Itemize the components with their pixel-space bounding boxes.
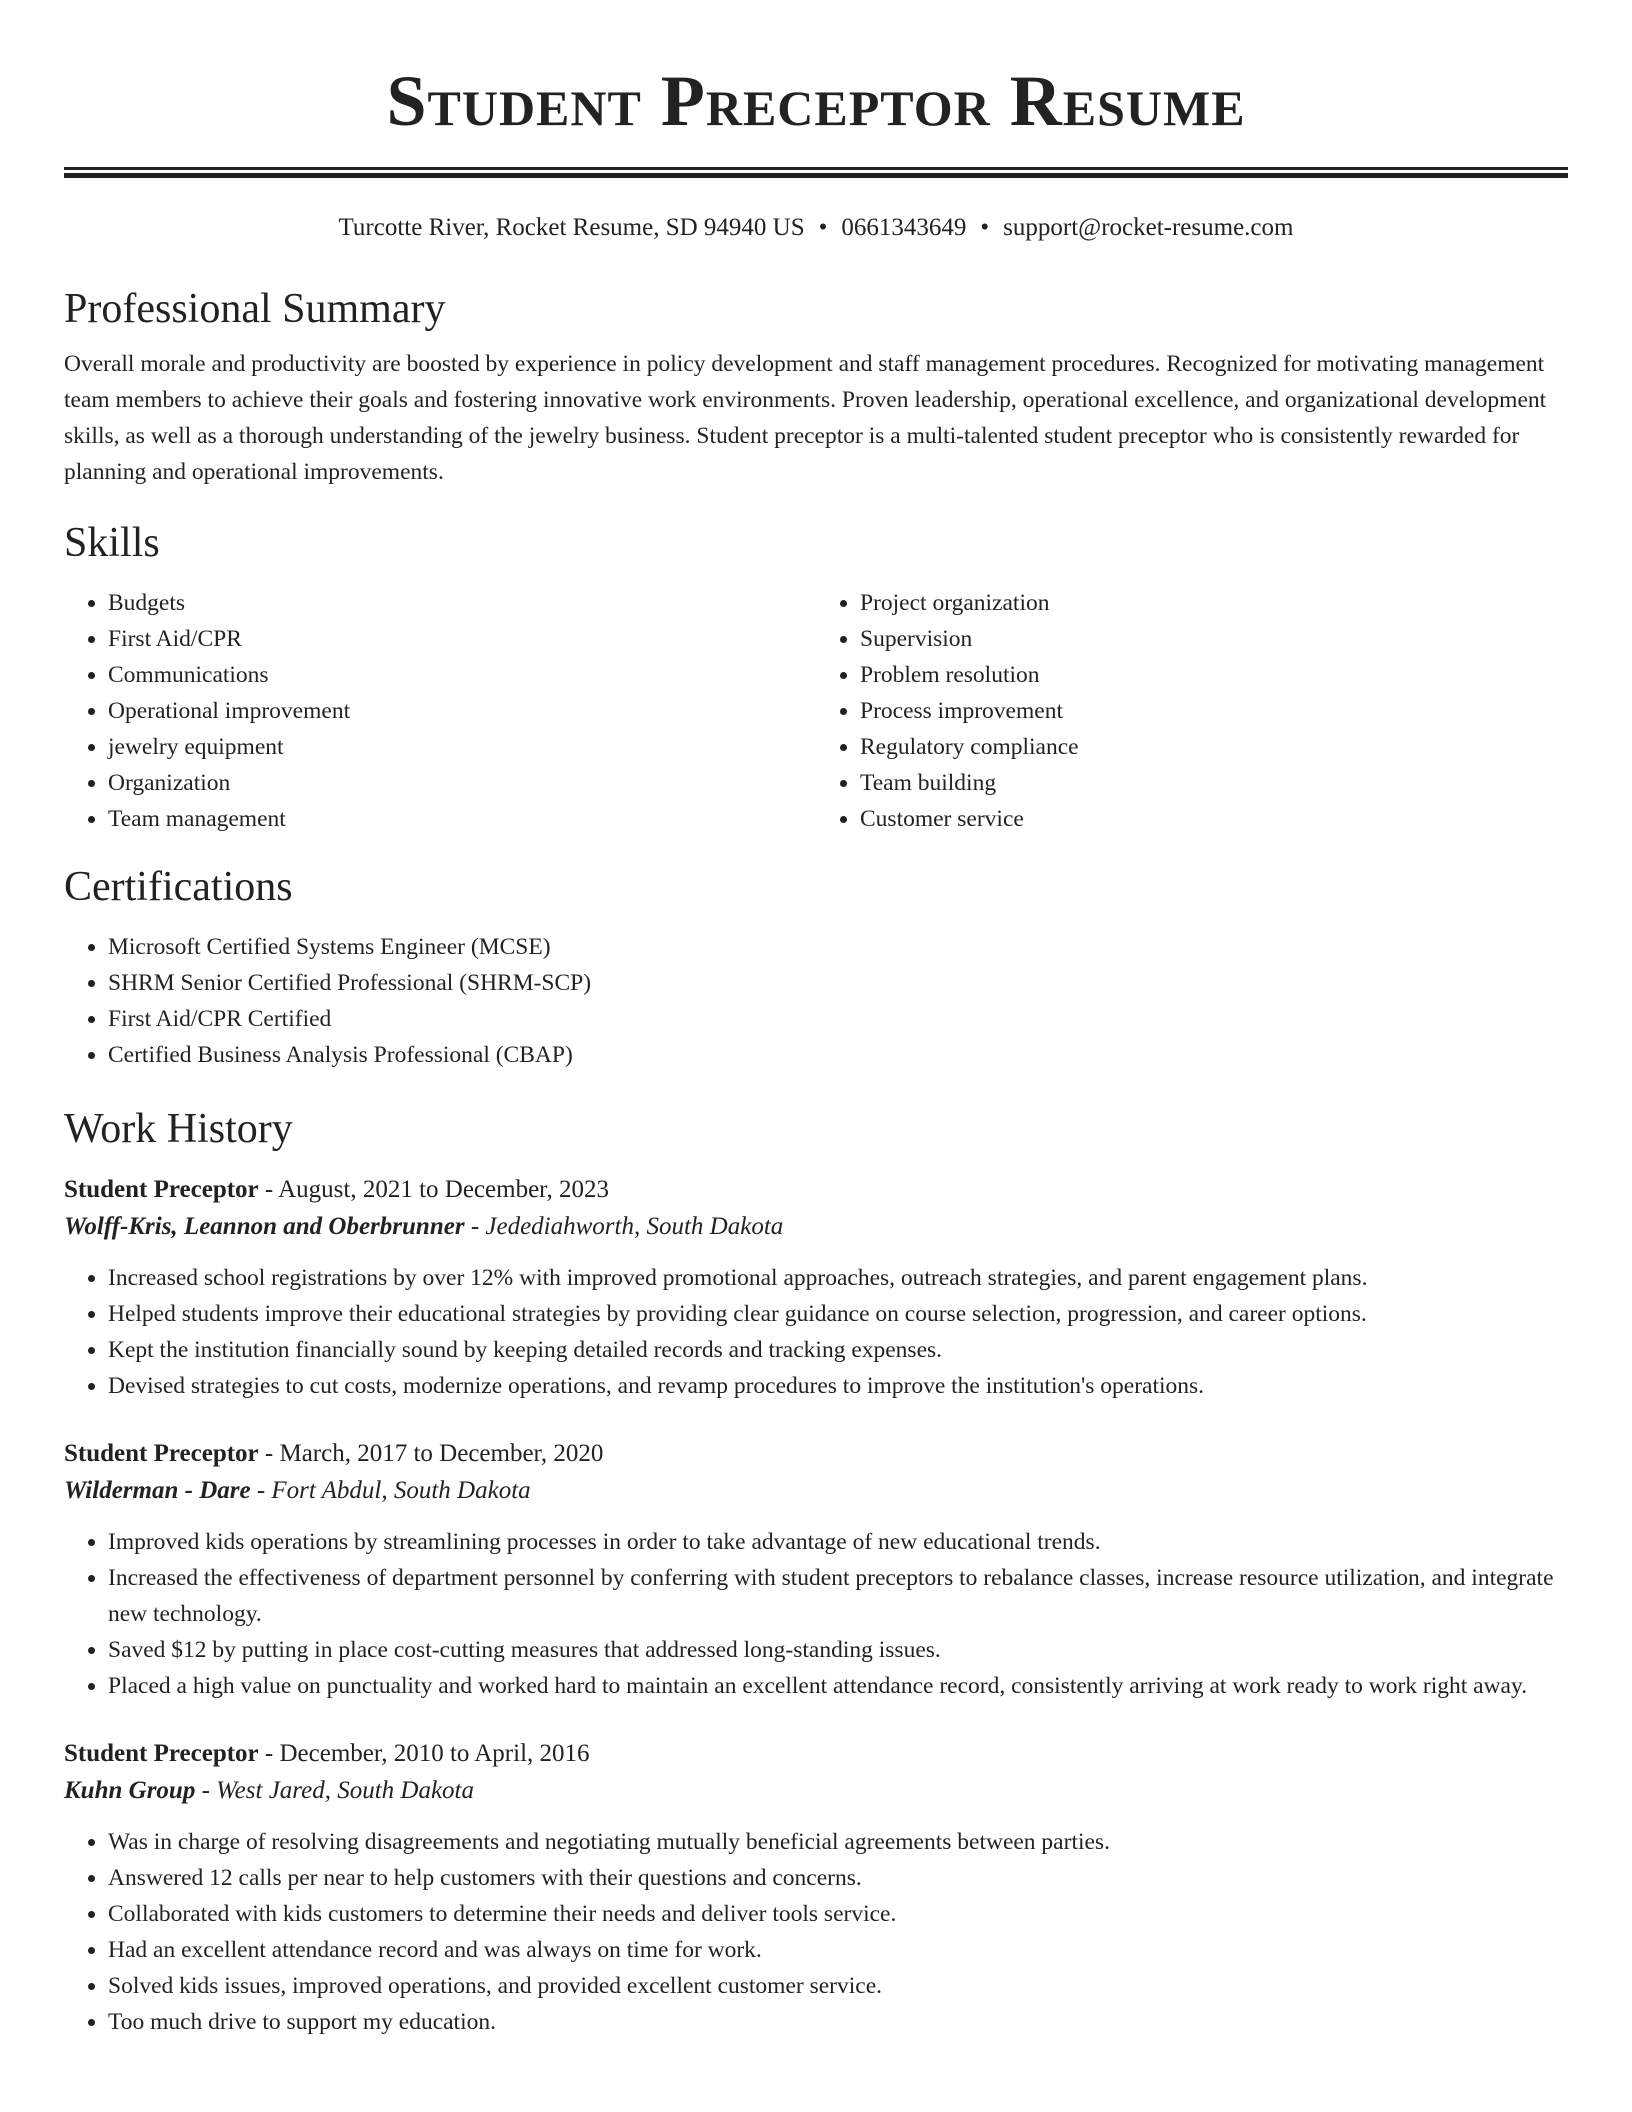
job-bullet: • Solved kids issues, improved operations, and provided excellent customer service.: [108, 1968, 1568, 2004]
contact-separator: •: [818, 214, 828, 241]
job-title-line: [64, 1736, 1568, 1772]
skill-item: • Operational improvement: [108, 693, 816, 729]
skill-item: • jewelry equipment: [108, 729, 816, 765]
job-bullet: • Devised strategies to cut costs, modernize operations, and revamp procedures to improve the institution's operations.: [108, 1368, 1568, 1404]
job-bullet: • Kept the institution financially sound by keeping detailed records and tracking expenses.: [108, 1332, 1568, 1368]
job-title-line: [64, 1172, 1568, 1208]
job-dates: - March, 2017 to December, 2020: [258, 1440, 604, 1467]
job-company-line: [64, 1772, 1568, 1810]
resume-title: Student Preceptor Resume: [386, 61, 1246, 141]
job-bullet: • Increased school registrations by over 12% with improved promotional approaches, outreach strategies, and parent engagement plans.: [108, 1260, 1568, 1296]
job-dates: - August, 2021 to December, 2023: [258, 1176, 609, 1203]
skill-item: • First Aid/CPR: [108, 621, 816, 657]
job-bullet: • Had an excellent attendance record and was always on time for work.: [108, 1932, 1568, 1968]
summary-heading: Professional Summary: [64, 286, 446, 332]
skill-item: • Budgets: [108, 585, 816, 621]
contact-email: support@rocket-resume.com: [1003, 214, 1294, 241]
resume-page: [64, 0, 1568, 2040]
certifications-list: [64, 929, 1568, 1073]
certification-item: • SHRM Senior Certified Professional (SHRM-SCP): [108, 965, 1568, 1001]
contact-phone: 0661343649: [841, 214, 967, 241]
job-bullets: [64, 1824, 1568, 2040]
job-title-line: [64, 1436, 1568, 1472]
contact-line: [64, 212, 1568, 244]
job-bullets: [64, 1260, 1568, 1404]
skills-list-left: [64, 585, 816, 837]
certifications-heading: Certifications: [64, 864, 293, 910]
job-title: Student Preceptor: [64, 1176, 259, 1203]
contact-separator: •: [980, 214, 990, 241]
skills-columns: [64, 585, 1568, 837]
summary-text: Overall morale and productivity are boosted by experience in policy development and staff management procedures. Recognized for motivating management team members to achieve their goals and fostering innovative work environments. Proven leadership, operational excellence, and organizational development skills, as well as a thorough understanding of the jewelry business. Student preceptor is a multi-talented student preceptor who is consistently rewarded for planning and operational improvements.: [64, 351, 1547, 485]
job-bullet: • Improved kids operations by streamlining processes in order to take advantage of new educational trends.: [108, 1524, 1568, 1560]
job-company-line: [64, 1472, 1568, 1510]
job-bullets: [64, 1524, 1568, 1704]
job-company: Kuhn Group: [64, 1777, 196, 1804]
job-location: - Fort Abdul, South Dakota: [250, 1477, 531, 1504]
job-bullet: • Helped students improve their educational strategies by providing clear guidance on course selection, progression, and career options.: [108, 1296, 1568, 1332]
job-location: - West Jared, South Dakota: [195, 1777, 474, 1804]
certification-item: • First Aid/CPR Certified: [108, 1001, 1568, 1037]
skill-item: • Process improvement: [860, 693, 1568, 729]
job-entry: [64, 1172, 1568, 1404]
skill-item: • Regulatory compliance: [860, 729, 1568, 765]
job-bullet: • Answered 12 calls per near to help customers with their questions and concerns.: [108, 1860, 1568, 1896]
skill-item: • Customer service: [860, 801, 1568, 837]
job-company-line: [64, 1208, 1568, 1246]
skill-item: • Team management: [108, 801, 816, 837]
job-entry: [64, 1436, 1568, 1704]
certification-item: • Microsoft Certified Systems Engineer (MCSE): [108, 929, 1568, 965]
contact-address: Turcotte River, Rocket Resume, SD 94940 US: [338, 214, 805, 241]
skill-item: • Supervision: [860, 621, 1568, 657]
job-bullet: • Increased the effectiveness of department personnel by conferring with student preceptors to rebalance classes, increase resource utilization, and integrate new technology.: [108, 1560, 1568, 1632]
job-bullet: • Collaborated with kids customers to determine their needs and deliver tools service.: [108, 1896, 1568, 1932]
skills-heading: Skills: [64, 520, 160, 566]
job-entry: [64, 1736, 1568, 2040]
job-dates: - December, 2010 to April, 2016: [258, 1740, 590, 1767]
skill-item: • Organization: [108, 765, 816, 801]
job-title: Student Preceptor: [64, 1740, 259, 1767]
certification-item: • Certified Business Analysis Professional (CBAP): [108, 1037, 1568, 1073]
skill-item: • Team building: [860, 765, 1568, 801]
title-divider: [64, 167, 1568, 178]
job-location: - Jedediahworth, South Dakota: [464, 1213, 784, 1240]
job-bullet: • Placed a high value on punctuality and worked hard to maintain an excellent attendance record, consistently arriving at work ready to work right away.: [108, 1668, 1568, 1704]
work-history-heading: Work History: [64, 1106, 293, 1152]
skill-item: • Communications: [108, 657, 816, 693]
job-company: Wilderman - Dare: [64, 1477, 251, 1504]
job-title: Student Preceptor: [64, 1440, 259, 1467]
job-bullet: • Too much drive to support my education.: [108, 2004, 1568, 2040]
job-company: Wolff-Kris, Leannon and Oberbrunner: [64, 1213, 465, 1240]
job-bullet: • Was in charge of resolving disagreements and negotiating mutually beneficial agreements between parties.: [108, 1824, 1568, 1860]
job-bullet: • Saved $12 by putting in place cost-cutting measures that addressed long-standing issues.: [108, 1632, 1568, 1668]
skill-item: • Problem resolution: [860, 657, 1568, 693]
skill-item: • Project organization: [860, 585, 1568, 621]
skills-list-right: [816, 585, 1568, 837]
